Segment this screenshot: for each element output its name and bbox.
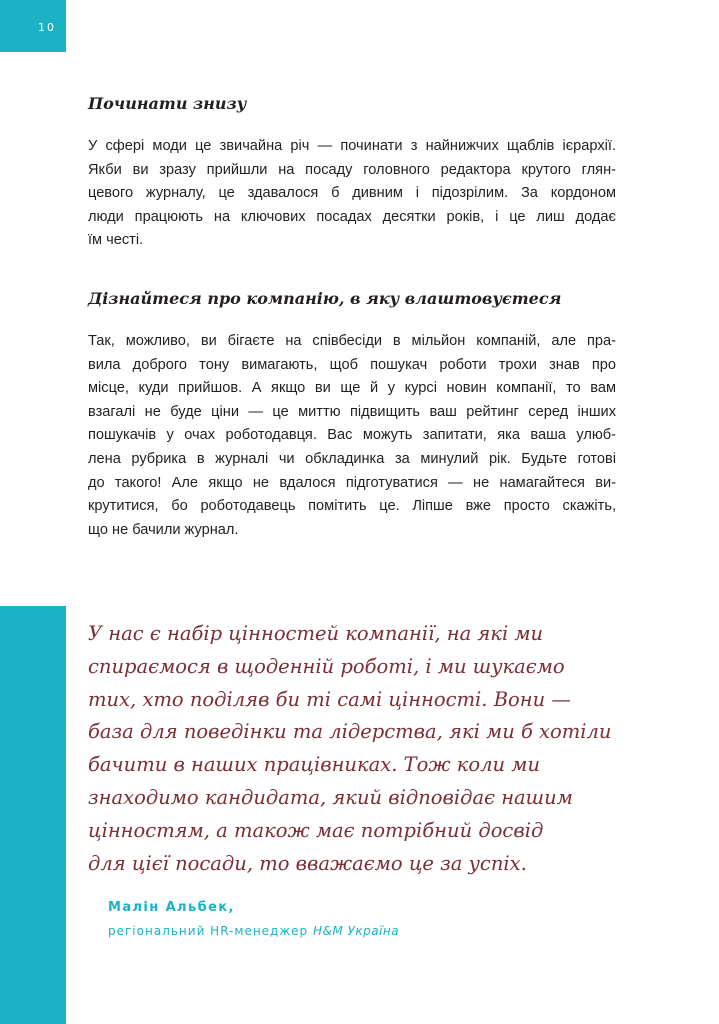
page-number: 10	[38, 21, 56, 34]
author-position: регіональний HR-менеджер	[108, 924, 309, 938]
page-number-tab	[0, 0, 66, 52]
body-line: люди працюють на ключових посадах десятки років, і це лиш додає	[88, 208, 616, 225]
body-line: взагалі не буде ціни — це миттю підвищить ваш рейтинг серед інших	[88, 403, 616, 420]
body-line: що не бачили журнал.	[88, 521, 239, 538]
quote-line: для цієї посади, то вважаємо це за успіх.	[88, 851, 527, 875]
accent-side-bar	[0, 606, 66, 1024]
body-line: лена рубрика в журналі чи обкладинка за минулий рік. Будьте готові	[88, 450, 616, 467]
section-learn-about-company-body	[88, 330, 616, 542]
body-line: до такого! Але якщо не вдалося підготуватися — не намагайтеся ви-	[88, 474, 616, 491]
body-line: пошукачів у очах роботодавця. Вас можуть запитати, яка ваша улюб-	[88, 427, 616, 444]
pull-quote	[88, 618, 628, 880]
author-company: H&M Україна	[312, 924, 400, 938]
body-line: місце, куди прийшов. А якщо ви ще й у курсі новин компанії, то вам	[88, 380, 616, 397]
body-line: цевого журналу, це здавалося б дивним і підозрілим. За кордоном	[88, 185, 616, 202]
section-heading-start-from-bottom: Починати знизу	[88, 94, 247, 113]
section-start-from-bottom-body	[88, 135, 616, 253]
body-line: У сфері моди це звичайна річ — починати з найнижчих щаблів ієрархії.	[88, 138, 616, 154]
body-line: Якби ви зразу прийшли на посаду головного редактора крутого глян-	[88, 161, 616, 178]
quote-line: У нас є набір цінностей компанії, на які ми	[88, 622, 544, 645]
quote-line: бачити в наших працівниках. Тож коли ми	[88, 753, 541, 777]
body-line: їм честі.	[88, 232, 144, 249]
quote-author-name: Малін Альбек,	[108, 900, 235, 915]
quote-line: тих, хто поділяв би ті самі цінності. Вони —	[88, 687, 571, 711]
body-line: Так, можливо, ви бігаєте на співбесіди в мільйон компаній, але пра-	[88, 333, 616, 349]
section-heading-learn-about-company: Дізнайтеся про компанію, в яку влаштовуєтеся	[88, 289, 562, 308]
quote-line: цінностям, а також має потрібний досвід	[88, 818, 544, 842]
quote-line: знаходимо кандидата, який відповідає нашим	[88, 785, 573, 809]
quote-line: спираємося в щоденній роботі, і ми шукаємо	[88, 654, 565, 678]
quote-author-role	[108, 924, 399, 938]
body-line: вила доброго тону вимагають, щоб пошукач роботи трохи знав про	[88, 356, 616, 373]
body-line: крутитися, бо роботодавець помітить це. Ліпше вже просто скажіть,	[88, 498, 616, 515]
quote-line: база для поведінки та лідерства, які ми б хотіли	[88, 720, 612, 744]
